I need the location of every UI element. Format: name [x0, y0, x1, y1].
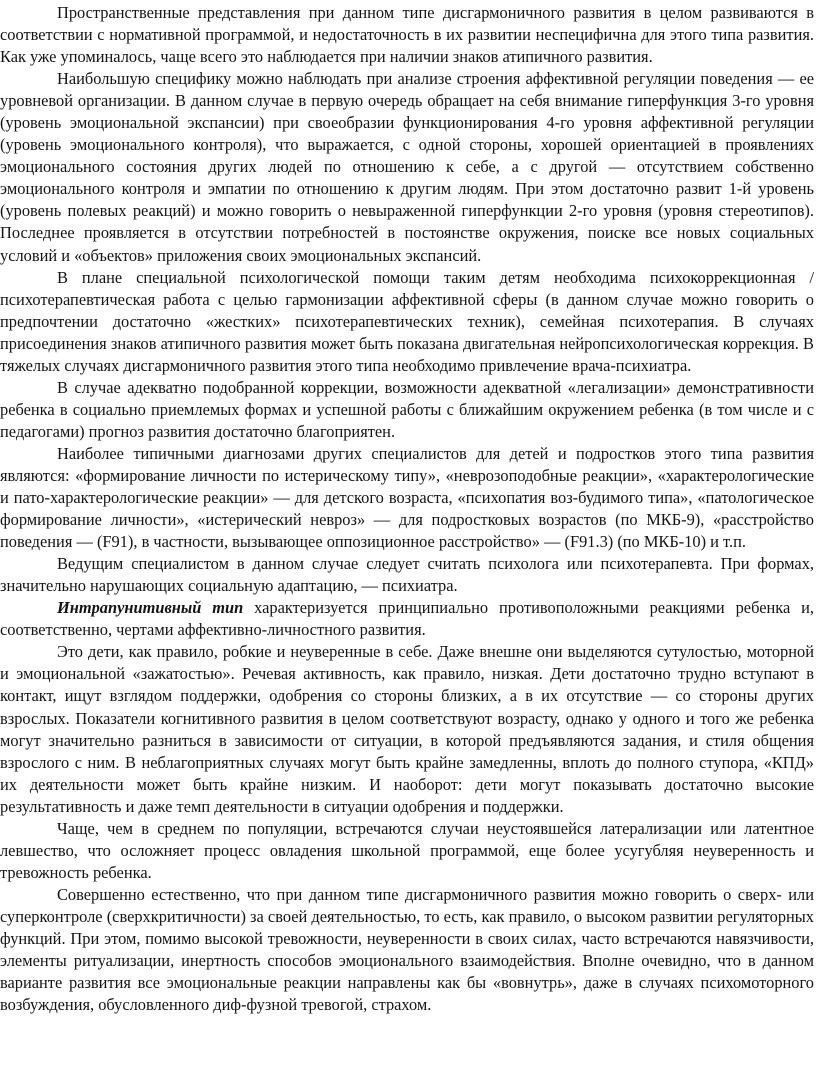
paragraph-spatial-representations: Пространственные представления при данном типе дисгармоничного развития в целом развиваются в соответствии с нормативной программой, и недостаточность в их развитии неспецифична для этого типа развития. Как уже упоминалось, чаще всего это наблюдается при наличии знаков атипичного развития.	[0, 3, 814, 67]
paragraph-diagnoses: Наиболее типичными диагнозами других специалистов для детей и подростков этого типа развития являются: «формирование личности по истерическому типу», «неврозоподобные реакции», «характерологические и пато-характерологические реакции» — для детского возраста, «психопатия воз-будимого типа», «патологическое формирование личности», «истерический невроз» — для подростковых возрастов (по МКБ-9), «расстройство поведения — (F91), в частности, вызывающее оппозиционное расстройство» — (F91.3) (по МКБ-10) и т.п.	[0, 443, 814, 552]
paragraph-lead-specialist: Ведущим специалистом в данном случае следует считать психолога или психотерапевта. При формах, значительно нарушающих социальную адаптацию, — психиатра.	[0, 554, 814, 596]
paragraph-intrapunitive-type	[0, 597, 814, 641]
paragraph-child-description: Это дети, как правило, робкие и неуверенные в себе. Даже внешне они выделяются сутулостью, моторной и эмоциональной «зажатостью». Речевая активность, как правило, низкая. Дети достаточно трудно вступают в контакт, ищут взглядом поддержки, одобрения со стороны близких, а в их отсутствие — со стороны других взрослых. Показатели когнитивного развития в целом соответствуют возрасту, однако у одного и того же ребенка могут значительно разниться в зависимости от ситуации, в которой предъявляются задания, и стиля общения взрослого с ним. В неблагоприятных случаях могут быть крайне замедленны, вплоть до полного ступора, «КПД» их деятельности может быть крайне низким. И наоборот: дети могут показывать достаточно высокие результативность и даже темп деятельности в ситуации одобрения и поддержки.	[0, 642, 814, 816]
term-intrapunitive-type: Интрапунитивный тип	[57, 598, 244, 618]
paragraph-intrapunitive-text: характеризуется принципиально противоположными реакциями ребенка и, соответственно, чертами аффективно-личностного развития.	[0, 598, 814, 640]
paragraph-affective-regulation: Наибольшую специфику можно наблюдать при анализе строения аффективной регуляции поведения — ее уровневой организации. В данном случае в первую очередь обращает на себя внимание гиперфункция 3-го уровня (уровень эмоциональной экспансии) при своеобразии функционирования 4-го уровня аффективной регуляции (уровень эмоционального контроля), что выражается, с одной стороны, хорошей ориентацией в проявлениях эмоционального состояния других людей по отношению к себе, а с другой — отсутствием собственно эмоционального контроля и эмпатии по отношению к другим людям. При этом достаточно развит 1-й уровень (уровень полевых реакций) и можно говорить о невыраженной гиперфункции 2-го уровня (уровня стереотипов). Последнее проявляется в отсутствии потребностей в постоянстве окружения, поиске все новых социальных условий и «объектов» приложения своих эмоциональных экспансий.	[0, 69, 814, 265]
paragraph-prognosis: В случае адекватно подобранной коррекции, возможности адекватной «легализации» демонстративности ребенка в социально приемлемых формах и успешной работы с ближайшим окружением ребенка (в том числе и с педагогами) прогноз развития достаточно благоприятен.	[0, 377, 814, 441]
paragraph-overcontrol: Совершенно естественно, что при данном типе дисгармоничного развития можно говорить о сверх- или суперконтроле (сверхкритичности) за своей деятельностью, то есть, как правило, о высоком развитии регуляторных функций. При этом, помимо высокой тревожности, неуверенности в своих силах, часто встречаются навязчивости, элементы ритуализации, инертность способов эмоционального взаимодействия. Вполне очевидно, что в данном варианте развития все эмоциональные реакции направлены как бы «вовнутрь», даже в случаях психомоторного возбуждения, обусловленного диф-фузной тревогой, страхом.	[0, 884, 814, 1015]
paragraph-lateralization: Чаще, чем в среднем по популяции, встречаются случаи неустоявшейся латерализации или латентное левшество, что осложняет процесс овладения школьной программой, еще более усугубляя неуверенность и тревожность ребенка.	[0, 818, 814, 882]
paragraph-psychological-help: В плане специальной психологической помощи таким детям необходима психокоррекционная / психотерапевтическая работа с целью гармонизации аффективной сферы (в данном случае можно говорить о предпочтении достаточно «жестких» психотерапевтических техник), семейная психотерапия. В случаях присоединения знаков атипичного развития может быть показана двигательная нейропсихологическая коррекция. В тяжелых случаях дисгармоничного развития этого типа необходимо привлечение врача-психиатра.	[0, 267, 814, 375]
